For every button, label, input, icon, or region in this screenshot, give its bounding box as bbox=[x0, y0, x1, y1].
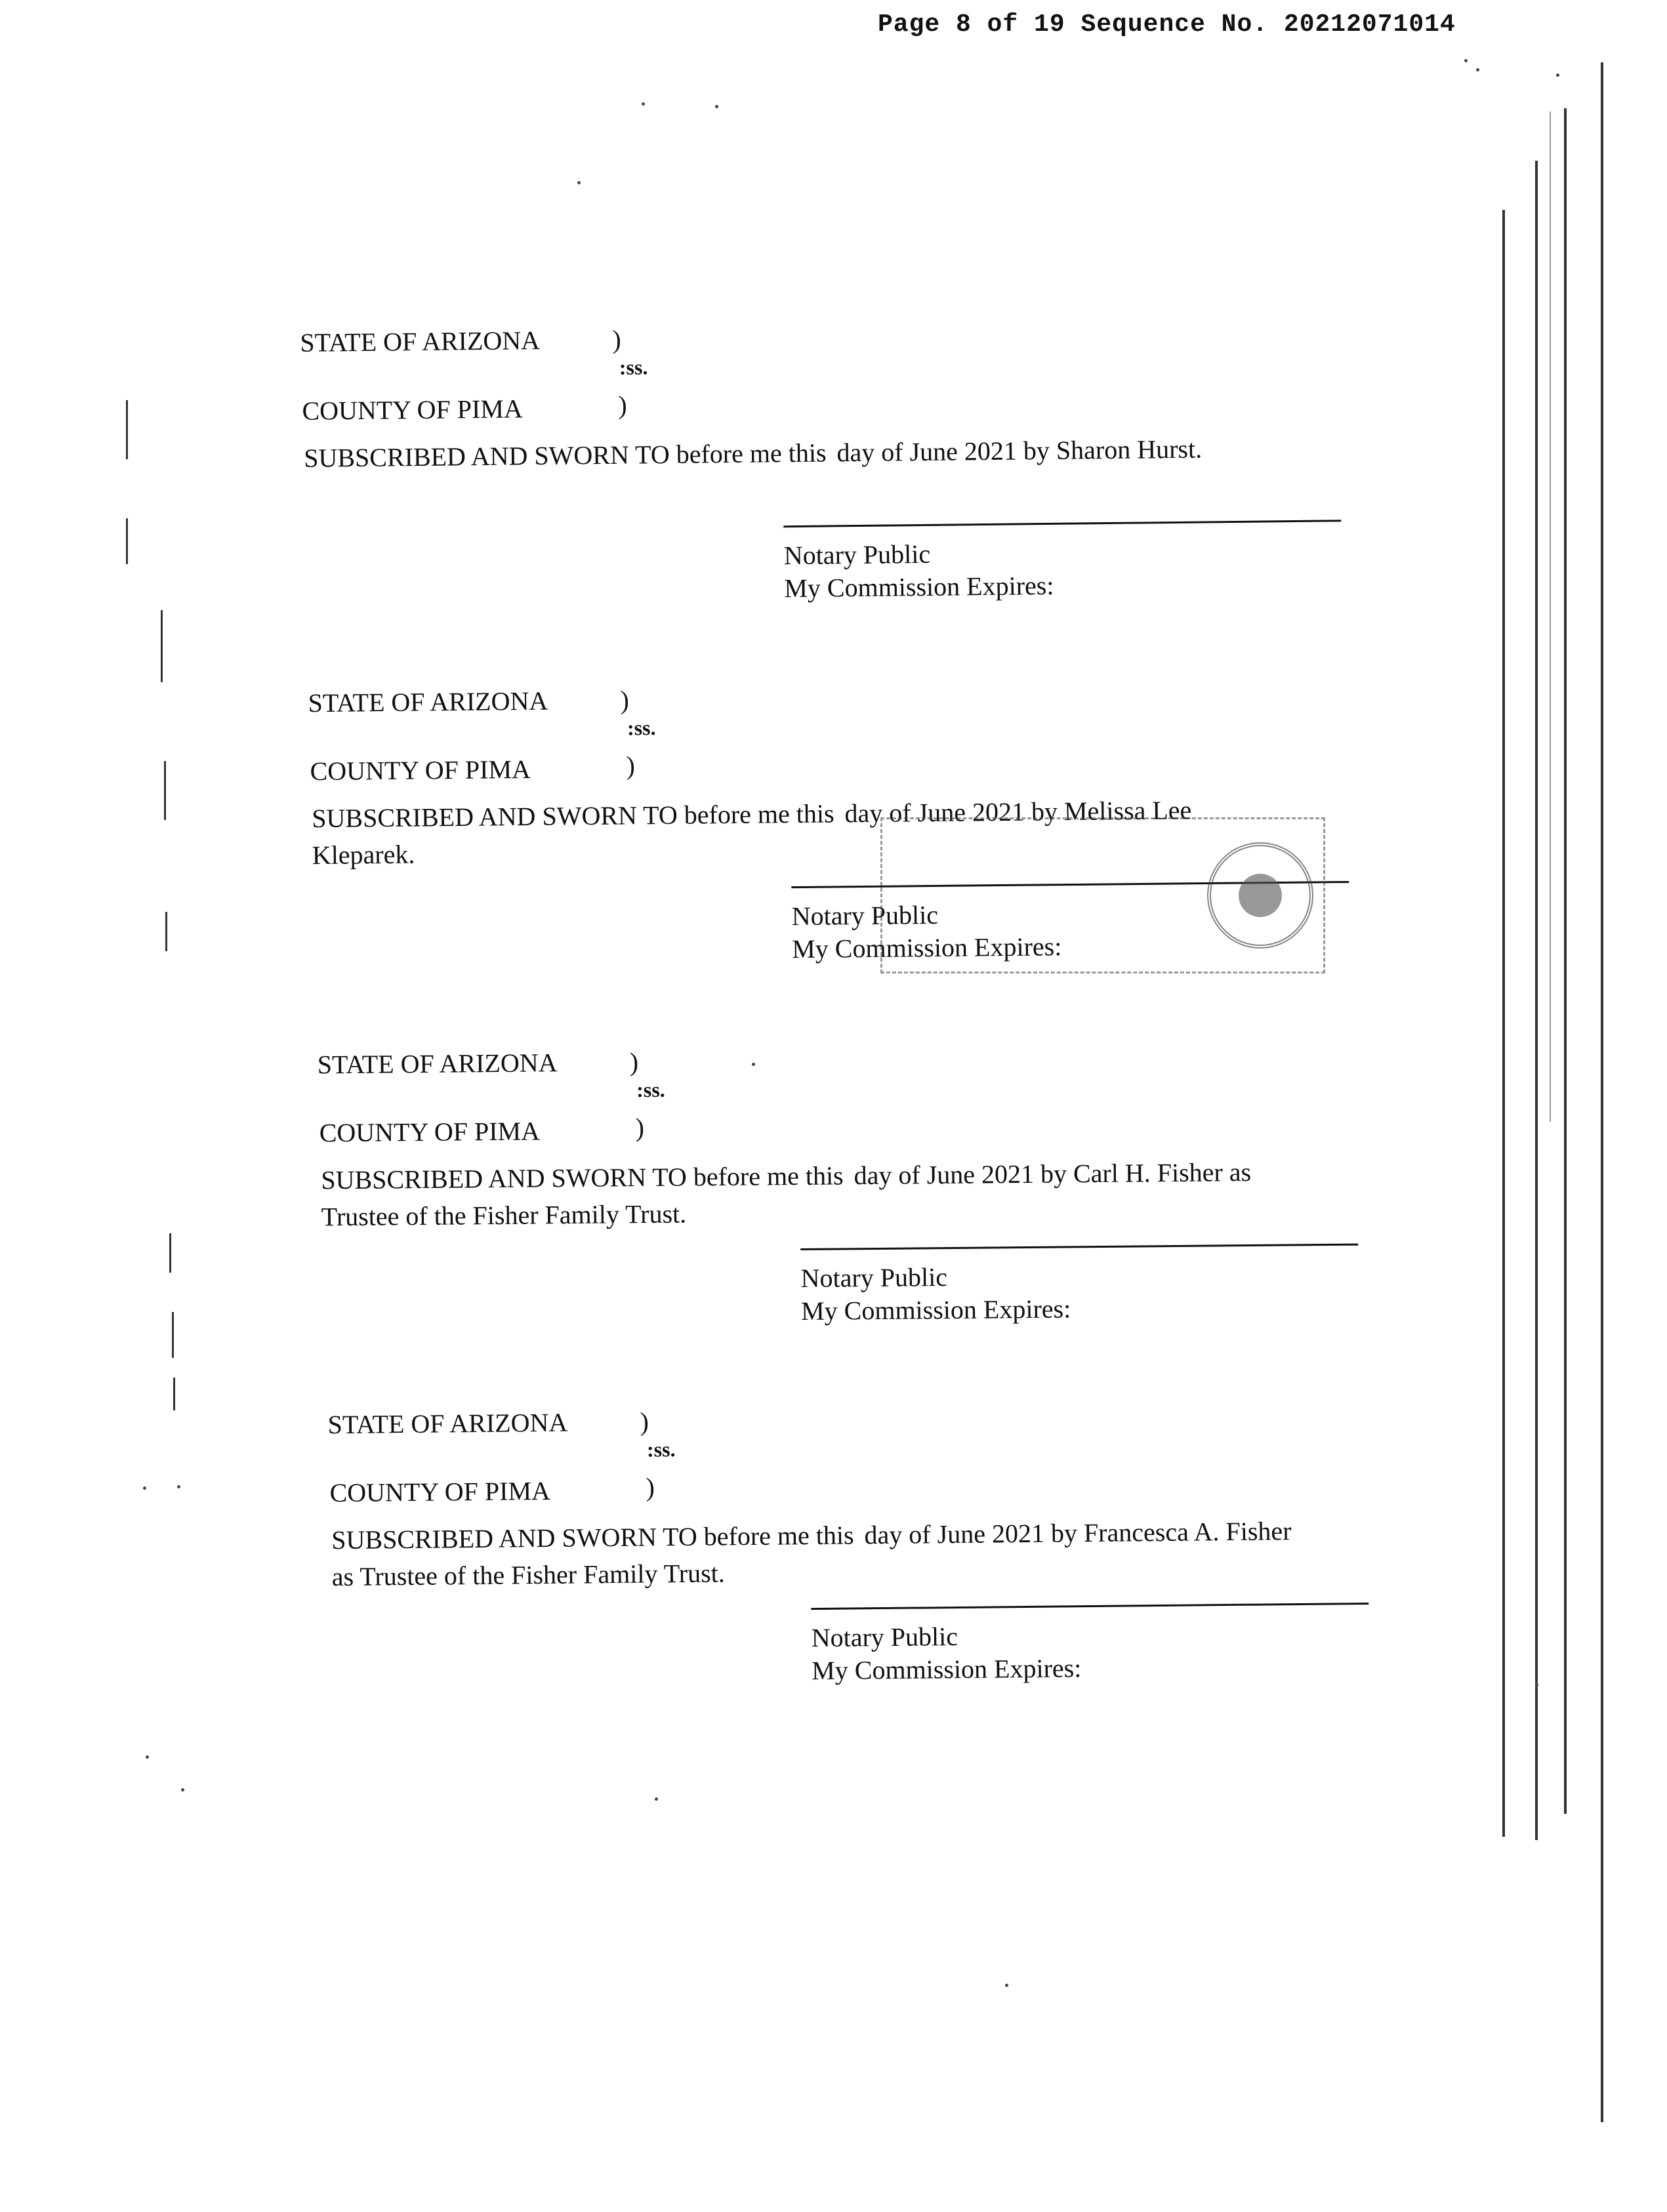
paren-top: ) bbox=[629, 1047, 639, 1077]
left-margin-mark bbox=[173, 1378, 175, 1410]
notary-block-3 bbox=[318, 1040, 1436, 1417]
state-label: STATE OF ARIZONA bbox=[300, 325, 541, 358]
sworn-after-text: day of June 2021 by Melissa Lee bbox=[844, 795, 1192, 829]
left-margin-mark bbox=[126, 518, 128, 564]
scan-edge-line bbox=[1601, 62, 1603, 2122]
sworn-continuation: as Trustee of the Fisher Family Trust. bbox=[331, 1558, 725, 1592]
county-label: COUNTY OF PIMA bbox=[310, 754, 531, 787]
sworn-before-text: SUBSCRIBED AND SWORN TO before me this bbox=[331, 1520, 854, 1555]
scan-speck bbox=[655, 1797, 658, 1801]
sworn-after-text: day of June 2021 by Sharon Hurst. bbox=[836, 434, 1203, 468]
paren-bottom: ) bbox=[635, 1113, 645, 1143]
notary-seal-icon bbox=[1207, 842, 1313, 949]
scan-speck bbox=[1005, 1984, 1008, 1987]
paren-bottom: ) bbox=[618, 390, 627, 420]
commission-expires-label: My Commission Expires: bbox=[811, 1653, 1082, 1686]
scan-edge-line bbox=[1564, 108, 1567, 1814]
scan-speck bbox=[1556, 73, 1559, 77]
scan-speck bbox=[146, 1755, 149, 1759]
notary-block-4 bbox=[327, 1399, 1446, 1776]
paren-bottom: ) bbox=[646, 1472, 655, 1502]
sworn-statement bbox=[321, 1157, 1251, 1195]
left-margin-mark bbox=[161, 610, 163, 682]
faint-handwriting-mark bbox=[315, 895, 322, 928]
sworn-continuation: Trustee of the Fisher Family Trust. bbox=[321, 1198, 687, 1232]
signature-line bbox=[783, 520, 1341, 527]
signature-line bbox=[811, 1603, 1369, 1610]
sworn-before-text: SUBSCRIBED AND SWORN TO before me this bbox=[321, 1160, 844, 1195]
left-margin-mark bbox=[165, 912, 167, 951]
paren-top: ) bbox=[640, 1406, 649, 1437]
commission-expires-label: My Commission Expires: bbox=[791, 932, 1062, 964]
commission-expires-label: My Commission Expires: bbox=[784, 570, 1054, 604]
left-margin-mark bbox=[169, 1233, 171, 1273]
state-label: STATE OF ARIZONA bbox=[308, 686, 548, 718]
scan-speck bbox=[715, 105, 718, 108]
left-margin-mark bbox=[126, 400, 128, 459]
left-margin-mark bbox=[172, 1312, 174, 1358]
signature-line bbox=[800, 1244, 1358, 1250]
notary-public-label: Notary Public bbox=[791, 899, 939, 932]
county-label: COUNTY OF PIMA bbox=[302, 394, 523, 426]
paren-top: ) bbox=[620, 685, 630, 715]
scan-speck bbox=[1464, 59, 1468, 62]
page-header: Page 8 of 19 Sequence No. 20212071014 bbox=[878, 10, 1456, 39]
scan-speck bbox=[181, 1788, 184, 1792]
commission-expires-label: My Commission Expires: bbox=[800, 1294, 1071, 1326]
scan-speck bbox=[1535, 1683, 1538, 1687]
day-blank-line bbox=[831, 438, 832, 469]
notary-block-1 bbox=[300, 316, 1419, 695]
scan-edge-line bbox=[1502, 210, 1505, 1837]
ss-label: :ss. bbox=[627, 716, 656, 740]
scan-edge-line bbox=[1535, 161, 1538, 1840]
sworn-statement bbox=[331, 1515, 1292, 1555]
ss-label: :ss. bbox=[636, 1077, 665, 1102]
seal-center bbox=[1239, 874, 1282, 917]
ss-label: :ss. bbox=[646, 1437, 676, 1462]
notary-public-label: Notary Public bbox=[800, 1262, 948, 1294]
scan-speck bbox=[143, 1486, 146, 1490]
state-label: STATE OF ARIZONA bbox=[327, 1407, 568, 1440]
sworn-before-text: SUBSCRIBED AND SWORN TO before me this bbox=[303, 438, 827, 473]
commission-expires bbox=[812, 1652, 1086, 1686]
paren-bottom: ) bbox=[626, 750, 636, 781]
county-label: COUNTY OF PIMA bbox=[329, 1475, 551, 1508]
scan-edge-line bbox=[1550, 112, 1551, 1122]
sworn-after-text: day of June 2021 by Francesca A. Fisher bbox=[864, 1516, 1292, 1550]
commission-expires bbox=[784, 570, 1058, 604]
scan-speck bbox=[577, 181, 581, 184]
left-margin-mark bbox=[164, 761, 166, 820]
notary-public-label: Notary Public bbox=[811, 1621, 958, 1653]
sworn-after-text: day of June 2021 by Carl H. Fisher as bbox=[854, 1157, 1252, 1191]
sworn-continuation: Kleparek. bbox=[312, 839, 415, 870]
scan-speck bbox=[642, 102, 645, 106]
state-label: STATE OF ARIZONA bbox=[317, 1048, 558, 1080]
paren-top: ) bbox=[612, 324, 621, 354]
scan-speck bbox=[177, 1485, 180, 1488]
scan-speck bbox=[1476, 68, 1479, 72]
sworn-statement bbox=[304, 434, 1202, 474]
sworn-before-text: SUBSCRIBED AND SWORN TO before me this bbox=[312, 798, 834, 834]
notary-public-label: Notary Public bbox=[783, 539, 931, 571]
ss-label: :ss. bbox=[619, 355, 648, 379]
scan-speck bbox=[752, 1063, 755, 1066]
county-label: COUNTY OF PIMA bbox=[319, 1116, 541, 1148]
commission-expires bbox=[801, 1293, 1075, 1326]
